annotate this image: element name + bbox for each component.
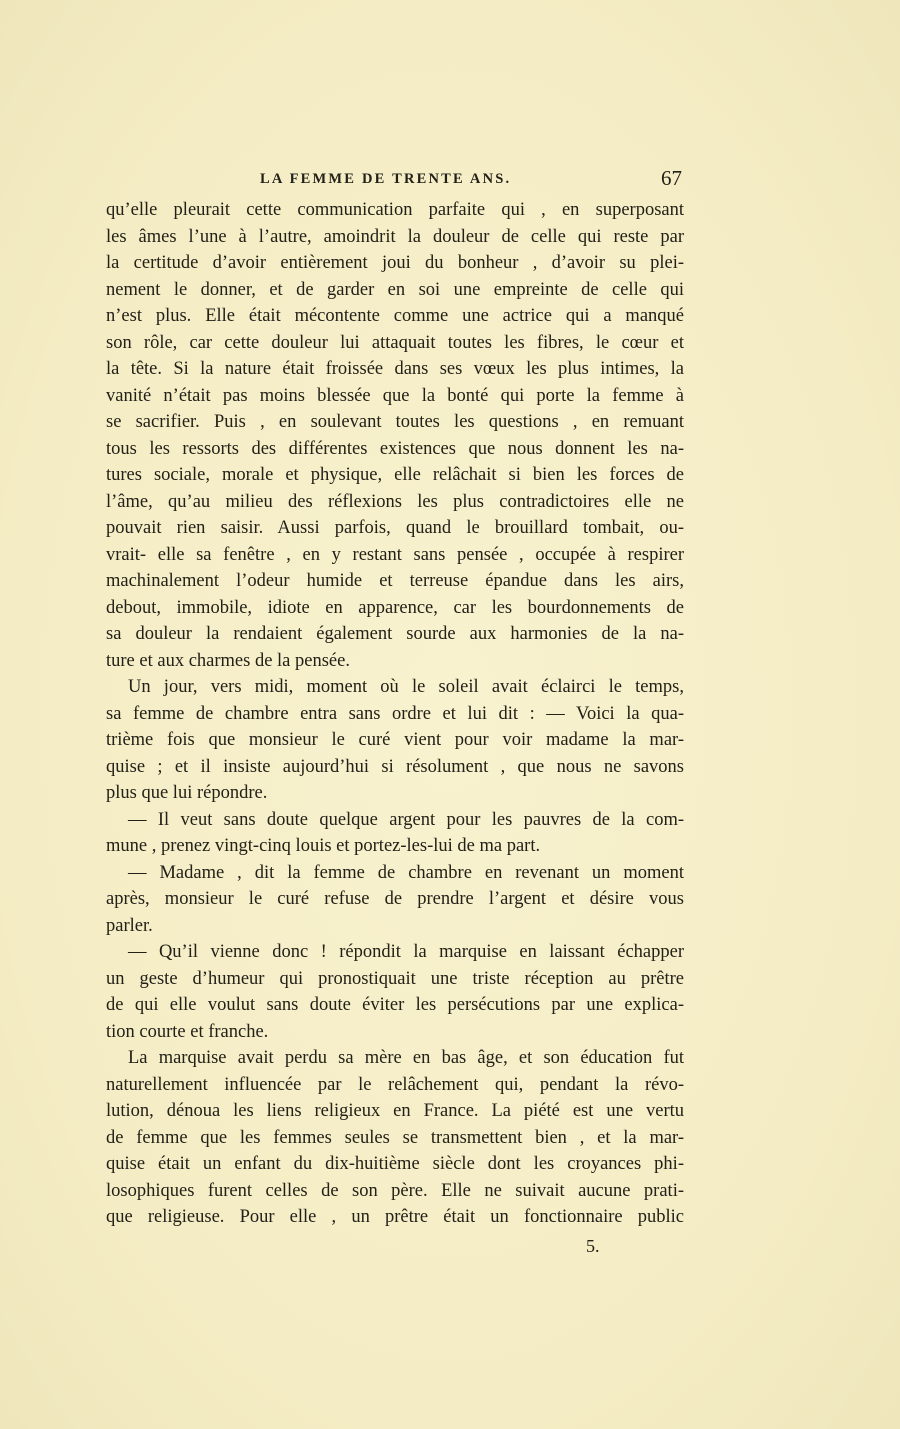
text-line: lution, dénoua les liens religieux en France. La piété est une vertu (106, 1101, 684, 1121)
text-line: que religieuse. Pour elle , un prêtre était un fonctionnaire public (106, 1207, 684, 1227)
text-line: Un jour, vers midi, moment où le soleil avait éclairci le temps, (128, 677, 684, 697)
text-line: sa femme de chambre entra sans ordre et lui dit : — Voici la qua- (106, 703, 684, 724)
text-line: debout, immobile, idiote en apparence, car les bourdonnements de (106, 597, 684, 618)
text-line: machinalement l’odeur humide et terreuse épandue dans les airs, (106, 571, 684, 591)
text-line: tures sociale, morale et physique, elle relâchait si bien les forces de (106, 465, 684, 485)
text-line: la certitude d’avoir entièrement joui du bonheur , d’avoir su plei- (106, 253, 684, 273)
page-number: 67 (661, 166, 682, 190)
text-line: losophiques furent celles de son père. Elle ne suivait aucune prati- (106, 1180, 684, 1201)
text-line: sa douleur la rendaient également sourde aux harmonies de la na- (106, 624, 684, 644)
text-line: vrait- elle sa fenêtre , en y restant sans pensée , occupée à respirer (106, 544, 684, 565)
text-line: nement le donner, et de garder en soi une empreinte de celle qui (106, 279, 684, 300)
text-line: après, monsieur le curé refuse de prendre l’argent et désire vous (106, 889, 684, 909)
text-line: vanité n’était pas moins blessée que la bonté qui porte la femme à (106, 385, 684, 406)
text-line: quise ; et il insiste aujourd’hui si résolument , que nous ne savons (106, 756, 684, 777)
text-line: parler. (106, 915, 153, 936)
text-line: quise était un enfant du dix-huitième siècle dont les croyances phi- (106, 1154, 684, 1174)
text-line: qu’elle pleurait cette communication parfaite qui , en superposant (106, 200, 684, 220)
text-line: — Il veut sans doute quelque argent pour les pauvres de la com- (128, 809, 684, 830)
text-line: La marquise avait perdu sa mère en bas âge, et son éducation fut (128, 1048, 684, 1068)
text-line: tion courte et franche. (106, 1021, 269, 1042)
text-line: tous les ressorts des différentes existences que nous donnent les na- (106, 438, 684, 459)
text-line: — Madame , dit la femme de chambre en revenant un moment (128, 862, 684, 883)
running-title: LA FEMME DE TRENTE ANS. (260, 171, 512, 187)
text-line: se sacrifier. Puis , en soulevant toutes les questions , en remuant (106, 412, 684, 432)
text-line: l’âme, qu’au milieu des réflexions les plus contradictoires elle ne (106, 491, 684, 512)
text-line: un geste d’humeur qui pronostiquait une triste réception au prêtre (106, 968, 684, 989)
text-line: les âmes l’une à l’autre, amoindrit la douleur de celle qui reste par (106, 226, 684, 247)
text-line: la tête. Si la nature était froissée dans ses vœux les plus intimes, la (106, 359, 684, 379)
text-line: mune , prenez vingt-cinq louis et portez-les-lui de ma part. (106, 836, 541, 856)
text-line: de femme que les femmes seules se transmettent bien , et la mar- (106, 1127, 684, 1148)
text-line: naturellement influencée par le relâchement qui, pendant la révo- (106, 1074, 684, 1095)
signature-mark: 5. (586, 1236, 600, 1256)
text-line: de qui elle voulut sans doute éviter les persécutions par une explica- (106, 995, 684, 1015)
text-line: son rôle, car cette douleur lui attaquait toutes les fibres, le cœur et (106, 332, 684, 353)
text-line: — Qu’il vienne donc ! répondit la marquise en laissant échapper (128, 942, 684, 962)
text-line: n’est plus. Elle était mécontente comme une actrice qui a manqué (106, 306, 684, 326)
text-line: plus que lui répondre. (106, 783, 268, 803)
text-line: pouvait rien saisir. Aussi parfois, quand le brouillard tombait, ou- (106, 518, 684, 538)
running-header (106, 166, 684, 192)
text-line: ture et aux charmes de la pensée. (106, 650, 350, 671)
body-text (106, 197, 684, 1231)
text-line: trième fois que monsieur le curé vient pour voir madame la mar- (106, 730, 684, 750)
